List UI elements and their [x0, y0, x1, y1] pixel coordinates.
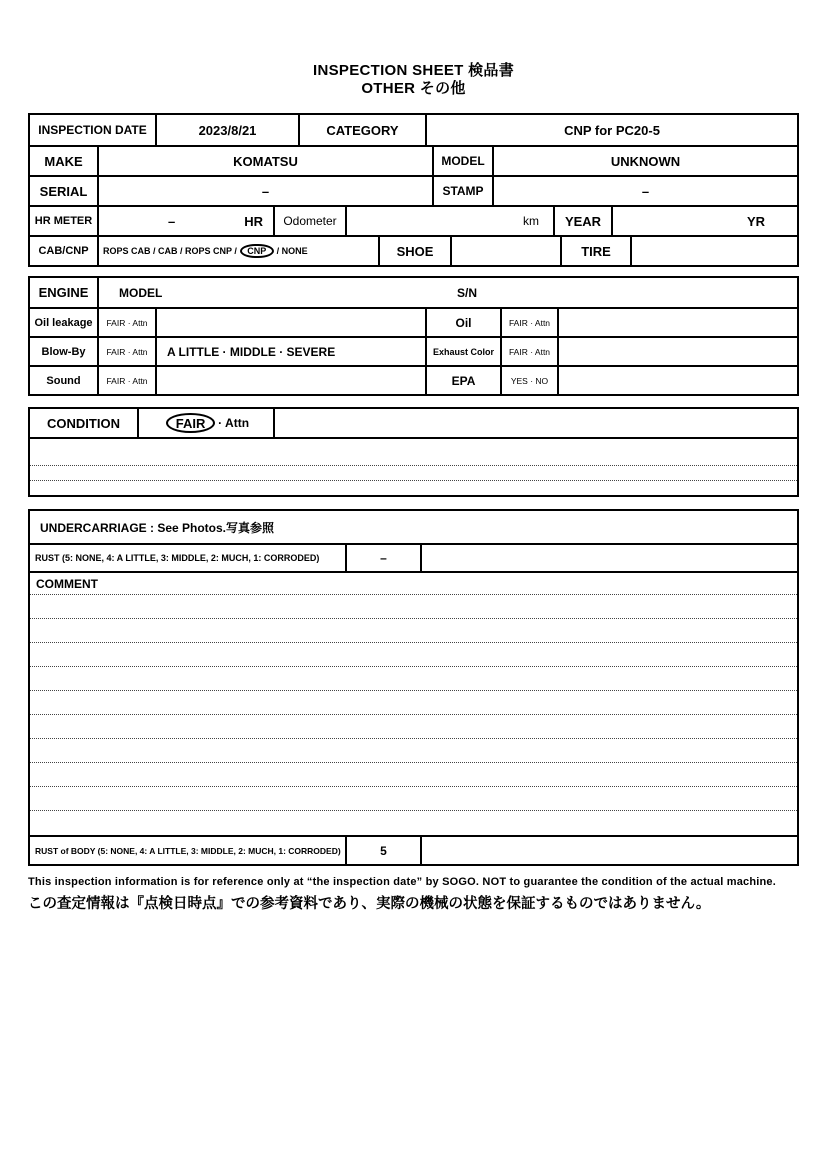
- disclaimer-en: This inspection information is for reference only at “the inspection date” by SOGO. NOT to guarantee the condition of the actual machine.: [28, 876, 776, 888]
- footer: [28, 876, 803, 913]
- inspection-date-value: 2023/8/21: [157, 115, 300, 145]
- condition-rest: · Attn: [218, 416, 250, 430]
- serial-label: SERIAL: [30, 177, 99, 205]
- engine-row-sound: [30, 365, 797, 394]
- epa-rating: YES · NO: [502, 367, 559, 394]
- exhaust-color-value-cell: [559, 338, 797, 365]
- exhaust-color-label: Exhaust Color: [427, 338, 502, 365]
- odometer-label: Odometer: [275, 207, 347, 235]
- stamp-label: STAMP: [434, 177, 494, 205]
- condition-label: CONDITION: [30, 409, 139, 437]
- engine-sn-label: S/N: [457, 285, 478, 300]
- engine-table: [28, 276, 799, 396]
- stamp-value: –: [641, 183, 650, 199]
- sound-label: Sound: [30, 367, 99, 394]
- header-table: [28, 113, 799, 267]
- hr-unit-label: HR: [244, 213, 263, 229]
- inspection-date-label: INSPECTION DATE: [30, 115, 157, 145]
- condition-row: [30, 409, 797, 439]
- rust-value: –: [347, 545, 422, 571]
- model-value: UNKNOWN: [610, 153, 681, 169]
- rust-note-cell: [422, 545, 797, 571]
- odometer-unit: km: [347, 207, 555, 235]
- cab-options-suffix: / NONE: [276, 246, 308, 256]
- rust-of-body-row: [30, 835, 797, 864]
- comment-label: COMMENT: [36, 576, 98, 591]
- rust-scale-label: RUST (5: NONE, 4: A LITTLE, 3: MIDDLE, 2: MUCH, 1: CORRODED): [30, 545, 347, 571]
- sheet-subtitle: OTHER その他: [361, 80, 466, 97]
- epa-label: EPA: [427, 367, 502, 394]
- comment-line: [30, 667, 797, 691]
- oil-leakage-rating: FAIR · Attn: [99, 309, 157, 336]
- sound-detail-cell: [157, 367, 427, 394]
- rust-row: [30, 543, 797, 571]
- oil-rating: FAIR · Attn: [502, 309, 559, 336]
- condition-note-line: [30, 481, 797, 495]
- exhaust-color-rating: FAIR · Attn: [502, 338, 559, 365]
- undercarriage-title: UNDERCARRIAGE : See Photos.写真参照: [40, 520, 275, 535]
- category-label: CATEGORY: [300, 115, 427, 145]
- rust-of-body-label: RUST of BODY (5: NONE, 4: A LITTLE, 3: MIDDLE, 2: MUCH, 1: CORRODED): [30, 837, 347, 864]
- oil-leakage-label: Oil leakage: [30, 309, 99, 336]
- comment-header-row: [30, 571, 797, 595]
- serial-value: –: [99, 177, 434, 205]
- comment-line: [30, 811, 797, 835]
- comment-line: [30, 619, 797, 643]
- undercarriage-title-row: [30, 511, 797, 543]
- header-row-serial: [30, 175, 797, 205]
- comment-line: [30, 715, 797, 739]
- sheet-titles: [0, 0, 827, 98]
- condition-value-cell: [275, 409, 797, 437]
- year-unit: YR: [746, 213, 765, 229]
- header-row-date: [30, 115, 797, 145]
- blowby-label: Blow-By: [30, 338, 99, 365]
- engine-section-label: ENGINE: [30, 278, 99, 307]
- year-label: YEAR: [555, 207, 613, 235]
- comment-line: [30, 763, 797, 787]
- condition-note-line: [30, 439, 797, 466]
- comment-line: [30, 691, 797, 715]
- category-value: CNP for PC20-5: [564, 122, 660, 138]
- condition-table: [28, 407, 799, 497]
- rust-of-body-note-cell: [422, 837, 797, 864]
- shoe-value-cell: [452, 237, 562, 265]
- cab-cnp-label: CAB/CNP: [30, 237, 99, 265]
- comment-line: [30, 643, 797, 667]
- condition-note-line: [30, 466, 797, 481]
- oil-value-cell: [559, 309, 797, 336]
- comment-line: [30, 787, 797, 811]
- hr-meter-value: –: [167, 213, 176, 229]
- sound-rating: FAIR · Attn: [99, 367, 157, 394]
- blowby-rating: FAIR · Attn: [99, 338, 157, 365]
- comment-line: [30, 595, 797, 619]
- make-label: MAKE: [30, 147, 99, 175]
- condition-selected-circle: FAIR: [166, 413, 215, 433]
- disclaimer-ja: この査定情報は『点検日時点』での参考資料であり、実際の機械の状態を保証するものではありません。: [28, 896, 711, 912]
- sheet-body: [28, 113, 799, 866]
- condition-rating-cell: [139, 409, 275, 437]
- rust-of-body-value: 5: [347, 837, 422, 864]
- cab-cnp-options: [99, 237, 380, 265]
- header-row-make: [30, 145, 797, 175]
- cab-options-prefix: ROPS CAB / CAB / ROPS CNP /: [103, 246, 237, 256]
- engine-model-label: MODEL: [119, 285, 163, 300]
- sheet-title: INSPECTION SHEET 検品書: [312, 62, 515, 79]
- header-row-cab: [30, 235, 797, 265]
- blowby-detail: A LITTLE · MIDDLE · SEVERE: [157, 338, 427, 365]
- undercarriage-table: [28, 509, 799, 866]
- model-label: MODEL: [434, 147, 494, 175]
- oil-label: Oil: [427, 309, 502, 336]
- engine-row-blowby: [30, 336, 797, 365]
- oil-leakage-detail-cell: [157, 309, 427, 336]
- make-value: KOMATSU: [99, 147, 434, 175]
- hr-meter-value-cell: [99, 207, 275, 235]
- comment-line: [30, 739, 797, 763]
- engine-row-oil-leakage: [30, 307, 797, 336]
- tire-value-cell: [632, 237, 797, 265]
- shoe-label: SHOE: [380, 237, 452, 265]
- hr-meter-label: HR METER: [30, 207, 99, 235]
- epa-value-cell: [559, 367, 797, 394]
- cab-cnp-selected-circle: CNP: [240, 244, 274, 259]
- tire-label: TIRE: [562, 237, 632, 265]
- header-row-hrmeter: [30, 205, 797, 235]
- engine-header-row: [30, 278, 797, 307]
